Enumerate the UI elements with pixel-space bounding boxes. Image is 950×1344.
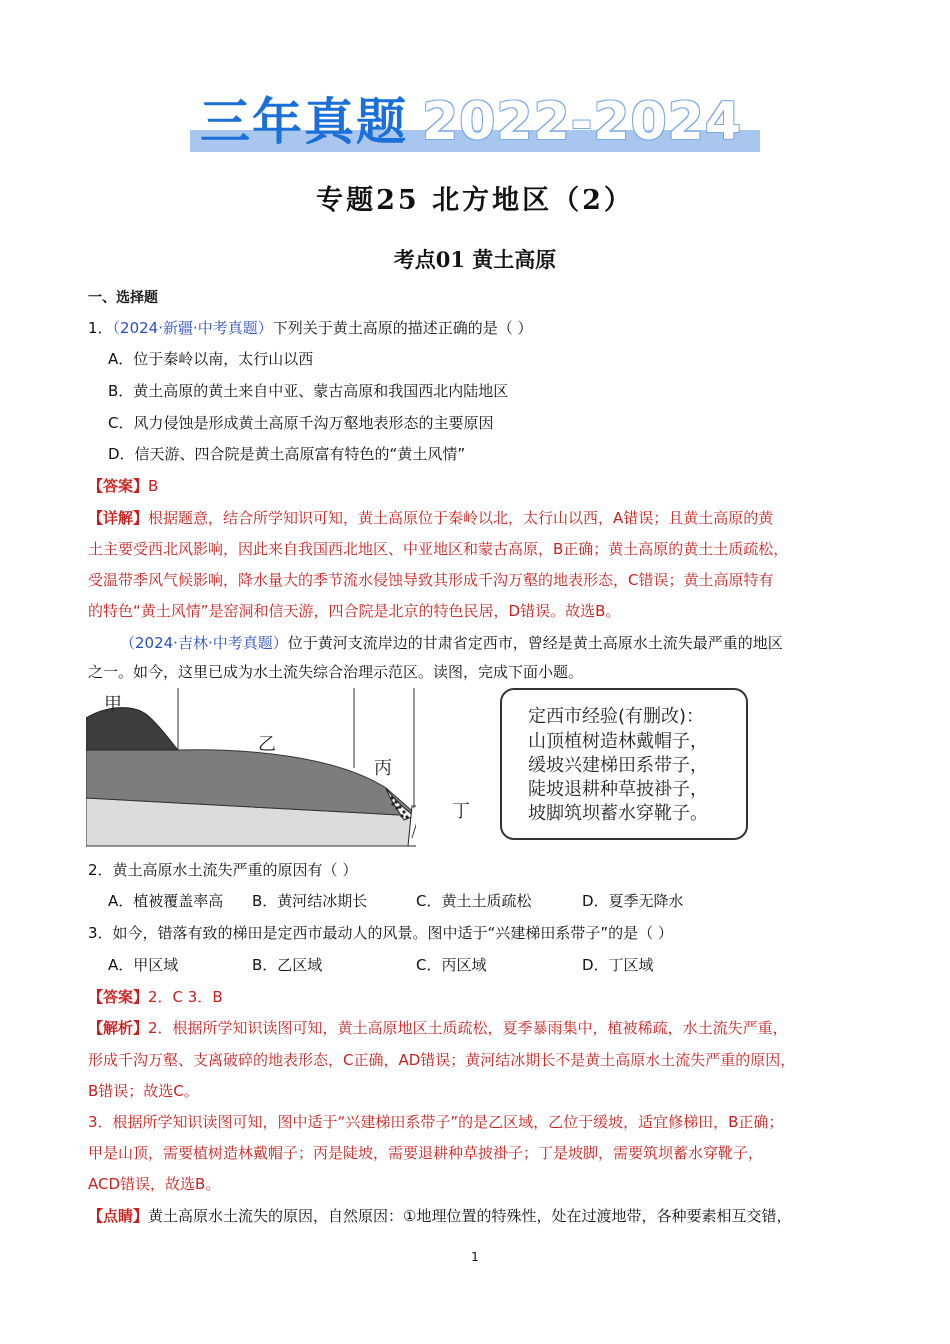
q1-detail-line-2: 土主要受西北风影响，因此来自我国西北地区、中亚地区和蒙古高原，B正确；黄土高原的黄土土质疏松， [88, 540, 789, 558]
dingxi-experience-box [500, 688, 748, 840]
hilltop-jia [86, 708, 178, 750]
q3-option-b: B．乙区域 [252, 956, 323, 974]
page-subtitle: 考点01 黄土高原 [393, 247, 557, 272]
label-yi: 乙 [258, 734, 276, 755]
label-jia: 甲 [104, 694, 122, 715]
note-line-2: 山顶植树造林戴帽子， [528, 731, 708, 752]
dianjing-label: 【点睛】 [88, 1207, 149, 1225]
q3-option-c: C．丙区域 [416, 956, 487, 974]
group-answer [88, 987, 223, 1007]
q1-detail-line-4: 的特色“黄土风情”是窑洞和信天游，四合院是北京的特色民居，D错误。故选B。 [88, 602, 621, 620]
group-intro-line-1 [120, 633, 783, 653]
detail-label: 【详解】 [88, 509, 149, 527]
question-3-stem: 3．如今，错落有致的梯田是定西市最动人的风景。图中适于“兴建梯田系带子”的是（ ） [88, 924, 673, 942]
banner [190, 90, 760, 154]
q2-option-c: C．黄土土质疏松 [416, 892, 532, 910]
analysis-line-1 [88, 1018, 788, 1038]
analysis-label: 【解析】 [88, 1019, 149, 1037]
answer-label: 【答案】 [88, 477, 149, 495]
q1-detail-line-1 [88, 508, 773, 528]
label-ding: 丁 [452, 801, 470, 822]
analysis-line-4: 3．根据所学知识读图可知，图中适于“兴建梯田系带子”的是乙区域，乙位于缓坡，适宜修梯田，B正确； [88, 1113, 784, 1131]
note-line-1: 定西市经验(有删改)： [528, 706, 705, 727]
answer-label: 【答案】 [88, 988, 149, 1006]
dianjing-text: 黄土高原水土流失的原因，自然原因：①地理位置的特殊性，处在过渡地带，各种要素相互交错， [148, 1207, 792, 1225]
question-2-stem: 2．黄土高原水土流失严重的原因有（ ） [88, 861, 358, 879]
q2-option-d: D．夏季无降水 [582, 892, 684, 910]
dianjing-line [88, 1206, 791, 1226]
question-1 [88, 318, 533, 338]
group-source: （2024·吉林·中考真题） [120, 634, 288, 652]
page-number: 1 [471, 1250, 479, 1264]
q3-option-a: A．甲区域 [108, 956, 179, 974]
group-intro-line-2: 之一。如今，这里已成为水土流失综合治理示范区。读图，完成下面小题。 [88, 663, 584, 681]
analysis-line-2: 形成千沟万壑、支离破碎的地表形态，C正确，AD错误；黄河结冰期长不是黄土高原水土流失严重的原因， [88, 1051, 796, 1069]
analysis-text: 2．根据所学知识读图可知，黄土高原地区土质疏松，夏季暴雨集中，植被稀疏，水土流失严重， [148, 1019, 788, 1037]
section-heading: 一、选择题 [88, 290, 158, 306]
note-line-5: 坡脚筑坝蓄水穿靴子。 [528, 803, 708, 824]
terrain-cross-section [86, 688, 416, 848]
detail-text: 根据题意，结合所学知识可知，黄土高原位于秦岭以北，太行山以西，A错误；且黄土高原的黄 [148, 509, 774, 527]
q1-detail-line-3: 受温带季风气候影响，降水量大的季节流水侵蚀导致其形成千沟万壑的地表形态，C错误；黄土高原特有 [88, 571, 774, 589]
question-source: （2024·新疆·中考真题） [112, 319, 273, 337]
q1-option-d: D．信天游、四合院是黄土高原富有特色的“黄土风情” [108, 445, 466, 463]
analysis-line-6: ACD错误，故选B。 [88, 1175, 221, 1193]
group-intro-text: 位于黄河支流岸边的甘肃省定西市，曾经是黄土高原水土流失最严重的地区 [287, 634, 783, 652]
note-line-3: 缓坡兴建梯田系带子， [528, 755, 708, 776]
q1-answer [88, 476, 158, 496]
banner-year-range: 2022-2024 [422, 92, 743, 152]
note-line-4: 陡坡退耕种草披褂子， [528, 779, 708, 800]
q2-option-b: B．黄河结冰期长 [252, 892, 368, 910]
q1-option-c: C．风力侵蚀是形成黄土高原千沟万壑地表形态的主要原因 [108, 414, 494, 432]
question-number: 1． [88, 319, 113, 337]
banner-left-text: 三年真题 [200, 93, 408, 151]
analysis-line-3: B错误；故选C。 [88, 1082, 199, 1100]
q2-option-a: A．植被覆盖率高 [108, 892, 224, 910]
label-bing: 丙 [374, 758, 392, 779]
page-title: 专题25 北方地区（2） [316, 185, 634, 216]
q1-option-a: A．位于秦岭以南，太行山以西 [108, 350, 314, 368]
answer-value: B [148, 477, 159, 495]
answer-value: 2．C 3．B [148, 988, 223, 1006]
analysis-line-5: 甲是山顶，需要植树造林戴帽子；丙是陡坡，需要退耕种草披褂子；丁是坡脚，需要筑坝蓄水穿靴子， [88, 1144, 764, 1162]
q3-option-d: D．丁区域 [582, 956, 654, 974]
q1-option-b: B．黄土高原的黄土来自中亚、蒙古高原和我国西北内陆地区 [108, 382, 509, 400]
question-stem: 下列关于黄土高原的描述正确的是（ ） [272, 319, 533, 337]
